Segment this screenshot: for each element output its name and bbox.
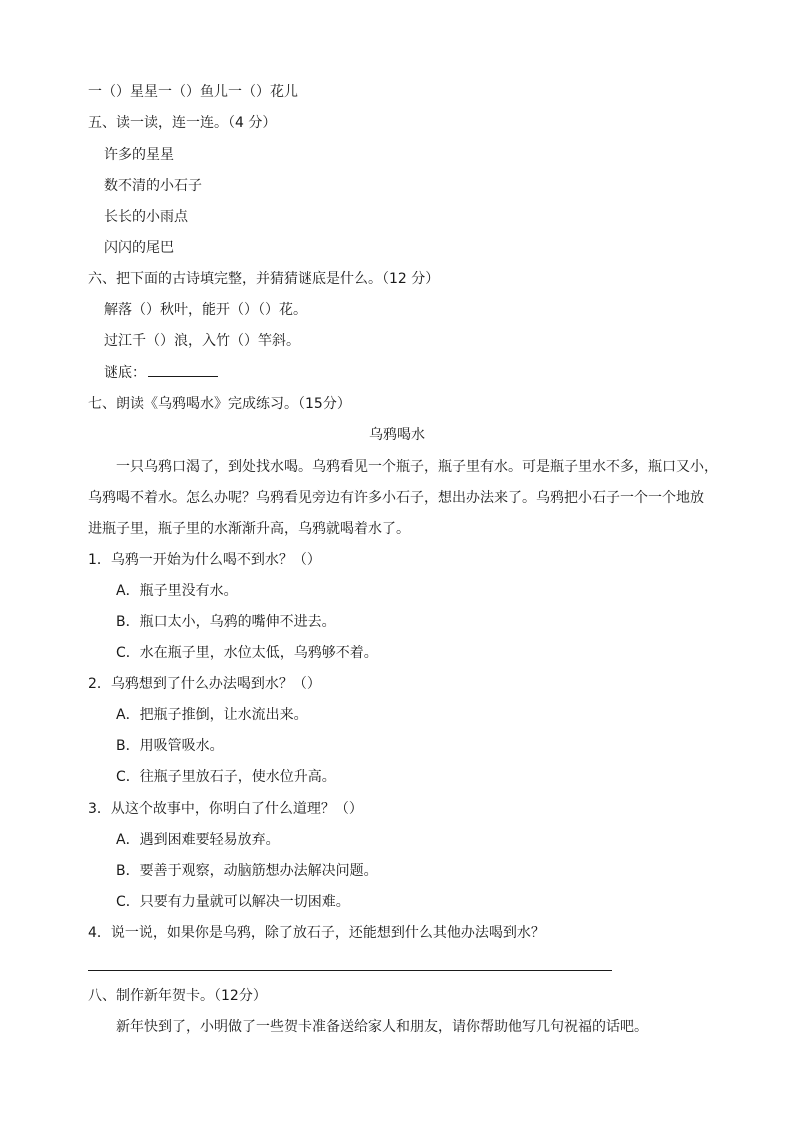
riddle-answer-row <box>104 362 218 382</box>
passage-line-1: 一只乌鸦口渴了，到处找水喝。乌鸦看见一个瓶子，瓶子里有水。可是瓶子里水不多，瓶口又小， <box>116 459 718 475</box>
section-8-heading: 八、制作新年贺卡。（12分） <box>88 988 267 1004</box>
section-6-heading: 六、把下面的古诗填完整，并猜猜谜底是什么。（12 分） <box>88 271 440 287</box>
question-2: 2．乌鸦想到了什么办法喝到水？（） <box>88 676 321 692</box>
match-item-4: 闪闪的尾巴 <box>104 240 174 256</box>
question-2-option-c: C．往瓶子里放石子，使水位升高。 <box>116 769 336 785</box>
riddle-answer-blank[interactable] <box>148 362 218 377</box>
passage-title: 乌鸦喝水 <box>369 427 425 443</box>
question-3-option-a: A．遇到困难要轻易放弃。 <box>116 832 280 848</box>
question-2-option-a: A．把瓶子推倒，让水流出来。 <box>116 707 308 723</box>
section-7-heading: 七、朗读《乌鸦喝水》完成练习。（15分） <box>88 396 351 412</box>
section-8-instruction: 新年快到了，小明做了一些贺卡准备送给家人和朋友，请你帮助他写几句祝福的话吧。 <box>116 1019 648 1035</box>
question-1-option-a: A．瓶子里没有水。 <box>116 583 238 599</box>
passage-line-3: 进瓶子里，瓶子里的水渐渐升高，乌鸦就喝着水了。 <box>88 521 410 537</box>
question-4: 4．说一说，如果你是乌鸦，除了放石子，还能想到什么其他办法喝到水？ <box>88 925 545 941</box>
match-item-3: 长长的小雨点 <box>104 209 188 225</box>
question-1: 1．乌鸦一开始为什么喝不到水？（） <box>88 552 321 568</box>
poem-line-2: 过江千（）浪，入竹（）竿斜。 <box>104 333 300 349</box>
poem-line-1: 解落（）秋叶，能开（）（）花。 <box>104 302 307 318</box>
match-item-1: 许多的星星 <box>104 147 174 163</box>
question-1-option-c: C．水在瓶子里，水位太低，乌鸦够不着。 <box>116 645 378 661</box>
question-3: 3．从这个故事中，你明白了什么道理？（） <box>88 801 363 817</box>
question-3-option-b: B．要善于观察，动脑筋想办法解决问题。 <box>116 863 378 879</box>
fill-measure-words-line: 一（）星星一（）鱼儿一（）花儿 <box>88 84 298 100</box>
question-3-option-c: C．只要有力量就可以解决一切困难。 <box>116 894 350 910</box>
question-4-answer-line[interactable] <box>88 970 612 971</box>
section-5-heading: 五、读一读，连一连。（4 分） <box>88 115 277 131</box>
match-item-2: 数不清的小石子 <box>104 178 202 194</box>
question-2-option-b: B．用吸管吸水。 <box>116 738 224 754</box>
passage-line-2: 乌鸦喝不着水。怎么办呢？乌鸦看见旁边有许多小石子，想出办法来了。乌鸦把小石子一个一个地放 <box>88 490 704 506</box>
question-1-option-b: B．瓶口太小，乌鸦的嘴伸不进去。 <box>116 614 336 630</box>
riddle-answer-label: 谜底： <box>104 365 146 381</box>
